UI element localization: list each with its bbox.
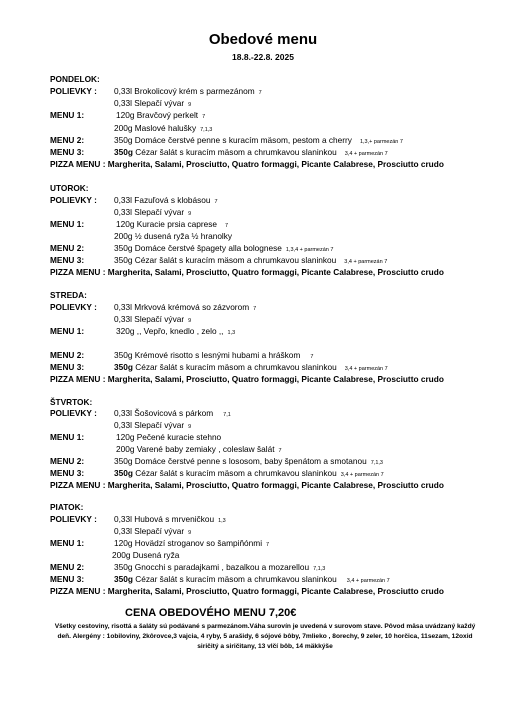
menu2-label: MENU 2: (50, 456, 85, 466)
soup-item: 0,33l Fazuľová s klobásou (114, 195, 211, 205)
allergen-codes: 7 (258, 90, 262, 96)
pizza-row (50, 158, 444, 170)
pizza-row (50, 266, 444, 278)
menu-item: 350g Domáce čerstvé penne s kuracím mäsom, pestom a cherry (114, 135, 352, 145)
pizza-label: PIZZA MENU : (50, 374, 106, 384)
menu-weight: 350g (114, 362, 133, 372)
menu1-label: MENU 1: (50, 219, 85, 229)
pizza-items: Margherita, Salami, Prosciutto, Quatro formaggi, Picante Calabrese, Prosciutto crudo (107, 267, 444, 277)
soup-item: 0,33l Slepačí vývar (114, 314, 185, 324)
pizza-row (50, 373, 444, 385)
menu-item: 120g Bravčový perkelt (116, 110, 199, 120)
menu-weight: 350g (114, 147, 133, 157)
allergen-codes: 7 (310, 354, 314, 360)
menu1-label: MENU 1: (50, 432, 85, 442)
allergen-codes: 1,3,+ parmezán 7 (359, 139, 403, 145)
pizza-items: Margherita, Salami, Prosciutto, Quatro formaggi, Picante Calabrese, Prosciutto crudo (107, 159, 444, 169)
day-heading-tuesday: UTOROK: (50, 183, 89, 193)
page-title: Obedové menu (208, 31, 318, 48)
soups-label: POLIEVKY : (50, 302, 97, 312)
menu-item: Cézar šalát s kuracím mäsom a chrumkavou slaninkou (135, 147, 337, 157)
menu-item: 350g Domáce čerstvé penne s lososom, baby špenátom a smotanou (114, 456, 367, 466)
allergen-codes: 9 (188, 530, 192, 536)
menu2-label: MENU 2: (50, 243, 85, 253)
pizza-row (50, 585, 444, 597)
menu3-label: MENU 3: (50, 362, 85, 372)
menu2-label: MENU 2: (50, 135, 85, 145)
pizza-items: Margherita, Salami, Prosciutto, Quatro formaggi, Picante Calabrese, Prosciutto crudo (107, 480, 444, 490)
soup-item: 0,33l Šošovicová s párkom (114, 408, 214, 418)
allergen-codes: 1,3 (227, 330, 236, 336)
allergen-codes: 9 (188, 211, 192, 217)
day-heading-thursday: ŠTVRTOK: (50, 397, 93, 407)
allergen-codes: 1,3 (218, 518, 226, 524)
pizza-row (50, 479, 444, 491)
allergen-codes: 9 (188, 102, 192, 108)
menu-item: Cézar šalát s kuracím mäsom a chrumkavou slaninkou (135, 362, 337, 372)
allergen-codes: 7 (225, 223, 229, 229)
menu-item: 350g Domáce čerstvé špagety alla bolognese (114, 243, 282, 253)
pizza-label: PIZZA MENU : (50, 480, 106, 490)
allergen-codes: 7 (202, 114, 206, 120)
allergen-codes: 7 (253, 306, 257, 312)
menu-item: Cézar šalát s kuracím mäsom a chrumkavou slaninkou (134, 255, 337, 265)
menu-item: Cézar šalát s kuracím mäsom a chrumkavou slaninkou (135, 574, 337, 584)
menu3-label: MENU 3: (50, 147, 85, 157)
menu-item: 200g Maslové halušky (114, 123, 197, 133)
pizza-label: PIZZA MENU : (50, 586, 106, 596)
menu-item: 120g Kuracie prsia caprese (116, 219, 218, 229)
allergen-codes: 7,1,3 (313, 566, 326, 572)
menu-item: 350g Gnocchi s paradajkami , bazalkou a mozarellou (114, 562, 310, 572)
menu-item: 200g ½ dusená ryža ½ hranolky (114, 231, 233, 241)
pizza-label: PIZZA MENU : (50, 159, 106, 169)
allergen-codes: 7 (278, 448, 282, 454)
menu-item: 320g ,, Vepřo, knedlo , zelo ,, (116, 326, 224, 336)
allergen-footer: Všetky cestoviny, risottá a šaláty sú podávané s parmezánom.Váha surovín je uvedená v surovom stave. Pôvod mäsa uvádzaný každý deň. Alergény : 1obiloviny, 2kôrovce,3 vajcia, 4 ryby, 5 arašidy, 6 sójové bôby, 7mlieko , 8orechy, 9 zeler, 10 horčica, 11sezam, 12oxid siričitý a siričitany, 13 vlčí bôb, 14 mäkkýše (54, 623, 476, 650)
menu-weight: 350g (114, 574, 133, 584)
menu-item: 120g Hovädzí stroganov so šampiňónmi (114, 538, 263, 548)
menu2-label: MENU 2: (50, 562, 85, 572)
soups-label: POLIEVKY : (50, 195, 97, 205)
date-range: 18.8.-22.8. 2025 (232, 52, 294, 62)
menu-item: 200g Varené baby zemiaky , coleslaw šalát (116, 444, 275, 454)
allergen-codes: 9 (188, 318, 192, 324)
allergen-codes: 7 (266, 542, 270, 548)
allergen-codes: 7 (214, 199, 218, 205)
menu3-label: MENU 3: (50, 468, 85, 478)
menu1-label: MENU 1: (50, 326, 85, 336)
soup-item: 0,33l Slepačí vývar (114, 420, 185, 430)
menu-item: 200g Dusená ryža (112, 550, 180, 560)
allergen-codes: 3,4 + parmezán 7 (344, 259, 388, 265)
soup-item: 0,33l Brokolicový krém s parmezánom (114, 86, 255, 96)
pizza-items: Margherita, Salami, Prosciutto, Quatro formaggi, Picante Calabrese, Prosciutto crudo (107, 586, 444, 596)
soup-item: 0,33l Mrkvová krémová so zázvorom (114, 302, 250, 312)
menu-item: 350g (114, 255, 133, 265)
soup-item: 0,33l Slepačí vývar (114, 98, 185, 108)
soups-label: POLIEVKY : (50, 86, 97, 96)
allergen-codes: 3,4 + parmezán 7 (344, 151, 388, 157)
allergen-codes: 3,4 + parmezán 7 (340, 472, 384, 478)
allergen-codes: 9 (188, 424, 192, 430)
soup-item: 0,33l Hubová s mrveničkou (114, 514, 215, 524)
allergen-codes: 7,1 (223, 412, 231, 418)
menu-weight: 350g (114, 468, 133, 478)
allergen-codes: 7,1,3 (370, 460, 383, 466)
menu1-label: MENU 1: (50, 538, 85, 548)
pizza-label: PIZZA MENU : (50, 267, 106, 277)
soup-item: 0,33l Slepačí vývar (114, 526, 185, 536)
menu3-label: MENU 3: (50, 255, 85, 265)
menu3-label: MENU 3: (50, 574, 85, 584)
allergen-codes: 7,1,3 (200, 127, 213, 133)
menu-item: 350g Krémové risotto s lesnými hubami a hráškom (114, 350, 301, 360)
soups-label: POLIEVKY : (50, 514, 97, 524)
day-heading-friday: PIATOK: (50, 502, 84, 512)
menu1-label: MENU 1: (50, 110, 85, 120)
pizza-items: Margherita, Salami, Prosciutto, Quatro formaggi, Picante Calabrese, Prosciutto crudo (107, 374, 444, 384)
menu-item: 120g Pečené kuracie stehno (116, 432, 222, 442)
allergen-codes: 1,3,4 + parmezán 7 (285, 247, 334, 253)
soups-label: POLIEVKY : (50, 408, 97, 418)
day-heading-wednesday: STREDA: (50, 290, 87, 300)
allergen-codes: 3,4 + parmezán 7 (346, 578, 390, 584)
menu-price: CENA OBEDOVÉHO MENU 7,20€ (125, 607, 297, 619)
soup-item: 0,33l Slepačí vývar (114, 207, 185, 217)
day-heading-monday: PONDELOK: (50, 74, 100, 84)
allergen-codes: 3,4 + parmezán 7 (344, 366, 388, 372)
menu2-label: MENU 2: (50, 350, 85, 360)
menu-item: Cézar šalát s kuracím mäsom a chrumkavou slaninkou (135, 468, 337, 478)
